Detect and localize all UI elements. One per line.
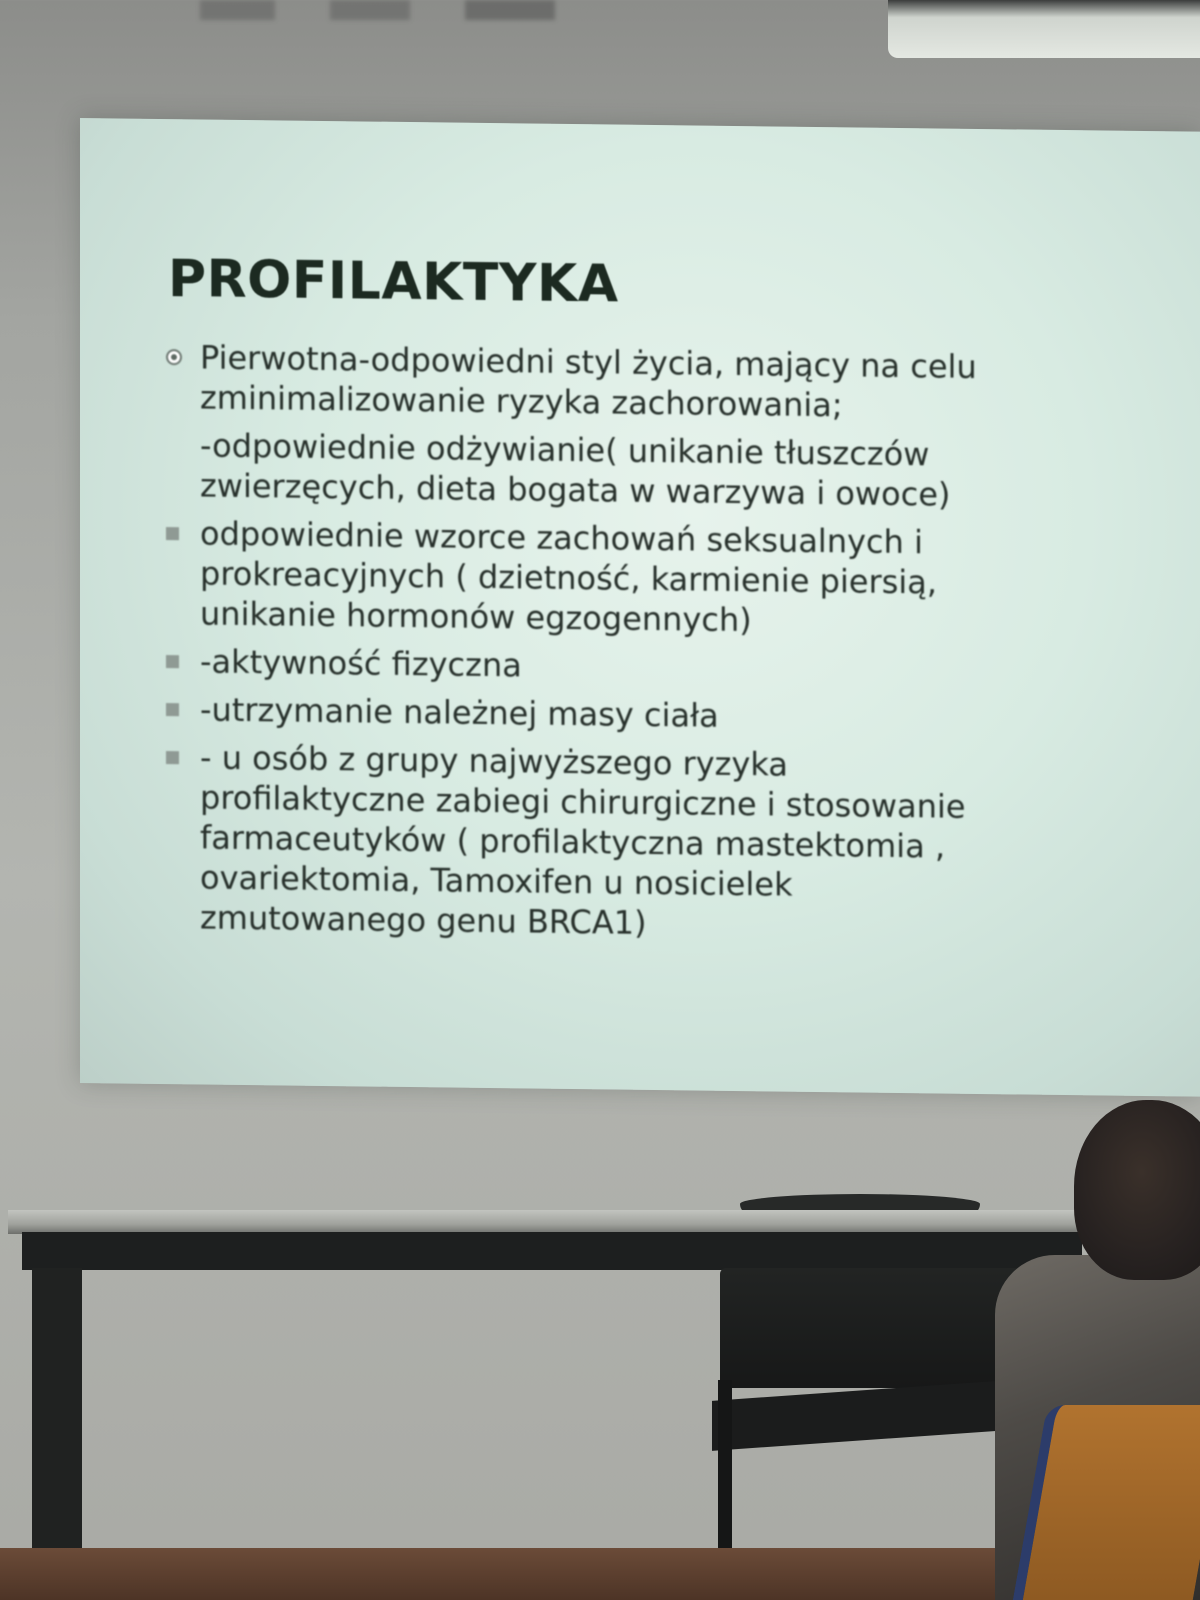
slide-title: PROFILAKTYKA bbox=[168, 249, 619, 315]
projected-slide bbox=[80, 118, 1200, 1097]
list-item-line: prokreacyjnych ( dzietność, karmienie piersią, bbox=[200, 554, 938, 602]
circle-bullet-icon bbox=[166, 349, 182, 365]
list-item-line: zmutowanego genu BRCA1) bbox=[200, 898, 647, 942]
chair-back bbox=[720, 1268, 1020, 1388]
ceiling-marks bbox=[180, 0, 560, 20]
table-edge bbox=[22, 1232, 1082, 1270]
list-item bbox=[200, 737, 1160, 949]
list-item-line: profilaktyczne zabiegi chirurgiczne i stosowanie bbox=[200, 778, 966, 826]
list-item bbox=[200, 337, 1160, 429]
square-bullet-icon bbox=[166, 751, 179, 764]
table-top bbox=[8, 1210, 1088, 1234]
list-item bbox=[200, 689, 1160, 741]
list-item-line: zminimalizowanie ryzyka zachorowania; bbox=[200, 378, 843, 425]
list-item-line: - u osób z grupy najwyższego ryzyka bbox=[200, 738, 788, 784]
square-bullet-icon bbox=[166, 703, 179, 716]
list-item-line: ovariektomia, Tamoxifen u nosicielek bbox=[200, 858, 793, 904]
student-chair bbox=[1013, 1405, 1200, 1600]
list-item-line: farmaceutyków ( profilaktyczna mastektomia , bbox=[200, 818, 946, 866]
list-item-line: -utrzymanie należnej masy ciała bbox=[200, 690, 719, 735]
list-item bbox=[200, 641, 1160, 693]
list-item bbox=[200, 513, 1160, 645]
slide-bullet-list bbox=[200, 337, 1160, 949]
list-item-line: odpowiednie wzorce zachowań seksualnych i bbox=[200, 514, 923, 562]
square-bullet-icon bbox=[166, 655, 179, 668]
list-item-line: unikanie hormonów egzogennych) bbox=[200, 594, 752, 640]
list-item-line: Pierwotna-odpowiedni styl życia, mający na celu bbox=[200, 338, 977, 386]
ceiling-light-fixture bbox=[888, 0, 1200, 58]
list-item-line: zwierzęcych, dieta bogata w warzywa i owoce) bbox=[200, 466, 951, 514]
list-item-line: -aktywność fizyczna bbox=[200, 642, 522, 685]
square-bullet-icon bbox=[166, 527, 179, 540]
list-item bbox=[200, 425, 1160, 517]
list-item-line: -odpowiednie odżywianie( unikanie tłuszczów bbox=[200, 426, 930, 474]
chair-rail bbox=[712, 1379, 1022, 1451]
person-head bbox=[1074, 1100, 1200, 1280]
